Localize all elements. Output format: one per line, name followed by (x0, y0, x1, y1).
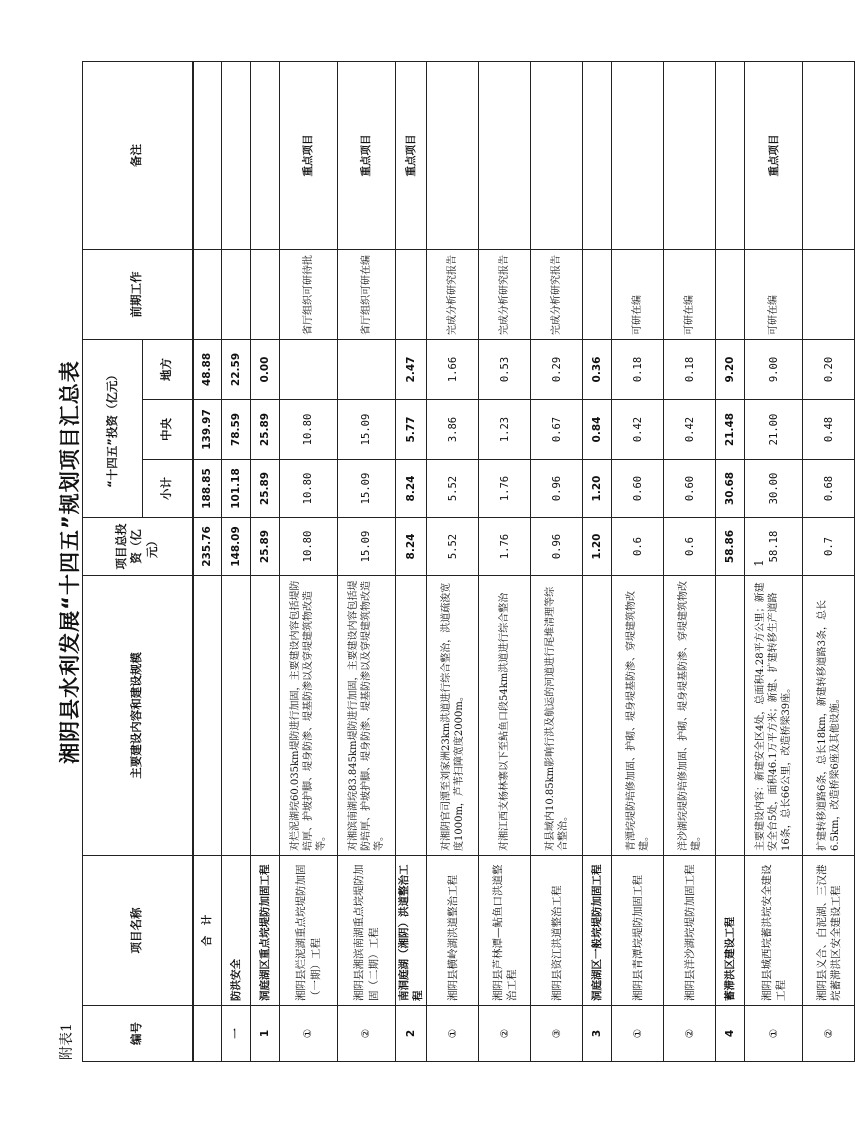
header-name: 项目名称 (83, 856, 193, 1006)
cell-preliminary-work: 完成分析研究报告 (531, 249, 583, 339)
cell-local-investment: 9.20 (716, 339, 745, 399)
cell-construction-content: 对县域内10.85km影响行洪及航运的河道进行尾堆清理等综合整治。 (531, 576, 583, 856)
cell-total-investment: 235.76 (193, 518, 222, 576)
table-row (479, 61, 531, 1061)
cell-remark (427, 61, 479, 249)
cell-preliminary-work (583, 249, 612, 339)
cell-row-number: 一 (222, 1006, 251, 1062)
cell-row-number: ① (280, 1006, 338, 1062)
cell-remark: 重点项目 (338, 61, 396, 249)
cell-project-name: 湘阴县烂泥湖重点垸堤防加固（一期）工程 (280, 856, 338, 1006)
cell-construction-content (222, 576, 251, 856)
table-row (222, 61, 251, 1061)
cell-central-investment: 10.80 (280, 400, 338, 460)
cell-remark (222, 61, 251, 249)
cell-subtotal-investment: 188.85 (193, 460, 222, 518)
cell-construction-content: 对烂泥湖垸60.035km堤防进行加固，主要建设内容包括堤防培厚、护坡护脚、堤身防渗、堤基防渗以及穿堤建筑物改造等。 (280, 576, 338, 856)
cell-preliminary-work (251, 249, 280, 339)
cell-construction-content (193, 576, 222, 856)
cell-preliminary-work (803, 249, 855, 339)
cell-subtotal-investment: 25.89 (251, 460, 280, 518)
cell-preliminary-work (716, 249, 745, 339)
cell-preliminary-work: 完成分析研究报告 (427, 249, 479, 339)
cell-subtotal-investment: 0.60 (664, 460, 716, 518)
table-row (193, 61, 222, 1061)
cell-central-investment: 21.48 (716, 400, 745, 460)
cell-row-number: ② (803, 1006, 855, 1062)
cell-row-number: ② (479, 1006, 531, 1062)
cell-central-investment: 1.23 (479, 400, 531, 460)
cell-remark (716, 61, 745, 249)
header-central: 中央 (143, 400, 193, 460)
table-row (612, 61, 664, 1061)
cell-central-investment: 21.00 (745, 400, 803, 460)
table-row (280, 61, 338, 1061)
cell-project-name: 防洪安全 (222, 856, 251, 1006)
cell-total-investment: 0.6 (612, 518, 664, 576)
cell-subtotal-investment: 1.20 (583, 460, 612, 518)
cell-local-investment: 0.20 (803, 339, 855, 399)
cell-total-investment: 25.89 (251, 518, 280, 576)
cell-preliminary-work: 省厅组织可研待批 (280, 249, 338, 339)
cell-row-number: 1 (251, 1006, 280, 1062)
table-row (664, 61, 716, 1061)
cell-project-name: 洞庭湖区重点垸堤防加固工程 (251, 856, 280, 1006)
cell-total-investment: 0.96 (531, 518, 583, 576)
cell-local-investment: 22.59 (222, 339, 251, 399)
cell-local-investment: 48.88 (193, 339, 222, 399)
header-prep: 前期工作 (83, 249, 193, 339)
table-row (251, 61, 280, 1061)
header-no: 编号 (83, 1006, 193, 1062)
cell-row-number: ① (745, 1006, 803, 1062)
cell-central-investment: 0.42 (612, 400, 664, 460)
cell-construction-content: 对湘江西支杨林寨以下至鲇鱼口段54km洪道进行综合整治 (479, 576, 531, 856)
page-title: 湘阴县水利发展“十四五”规划项目汇总表 (58, 360, 82, 764)
cell-subtotal-investment: 5.52 (427, 460, 479, 518)
cell-project-name: 合 计 (193, 856, 222, 1006)
cell-row-number: 3 (583, 1006, 612, 1062)
cell-construction-content (716, 576, 745, 856)
cell-construction-content: 洋沙湖垸堤防培修加固、护砌、堤身堤基防渗、穿堤建筑物改建。 (664, 576, 716, 856)
cell-row-number: ① (612, 1006, 664, 1062)
cell-row-number: 2 (396, 1006, 427, 1062)
cell-preliminary-work: 可研在编 (612, 249, 664, 339)
cell-project-name: 湘阴县湘滨南湖重点垸堤防加固（二期）工程 (338, 856, 396, 1006)
cell-total-investment: 58.86 (716, 518, 745, 576)
cell-local-investment: 0.18 (664, 339, 716, 399)
cell-subtotal-investment: 0.60 (612, 460, 664, 518)
cell-remark: 重点项目 (745, 61, 803, 249)
cell-total-investment: 15.09 (338, 518, 396, 576)
cell-project-name: 湘阴县芦林潭—鲇鱼口洪道整治工程 (479, 856, 531, 1006)
cell-local-investment: 0.53 (479, 339, 531, 399)
header-remark: 备注 (83, 61, 193, 249)
rotated-page (58, 62, 842, 1062)
cell-preliminary-work (193, 249, 222, 339)
cell-local-investment (280, 339, 338, 399)
cell-project-name: 蓄滞洪区建设工程 (716, 856, 745, 1006)
cell-construction-content (251, 576, 280, 856)
cell-local-investment: 0.18 (612, 339, 664, 399)
cell-local-investment: 0.29 (531, 339, 583, 399)
cell-local-investment (338, 339, 396, 399)
header-total: 项目总投资（亿元） (83, 518, 193, 576)
cell-preliminary-work: 可研在编 (745, 249, 803, 339)
cell-subtotal-investment: 10.80 (280, 460, 338, 518)
cell-remark (479, 61, 531, 249)
cell-total-investment: 0.7 (803, 518, 855, 576)
table-row (716, 61, 745, 1061)
cell-central-investment: 0.48 (803, 400, 855, 460)
cell-central-investment: 0.42 (664, 400, 716, 460)
cell-row-number: ② (338, 1006, 396, 1062)
cell-remark (251, 61, 280, 249)
table-row (531, 61, 583, 1061)
table-row (396, 61, 427, 1061)
cell-total-investment: 148.09 (222, 518, 251, 576)
annex-label: 附表1 (59, 1023, 75, 1060)
cell-subtotal-investment: 0.68 (803, 460, 855, 518)
cell-total-investment: 58.18 (745, 518, 803, 576)
cell-local-investment: 1.66 (427, 339, 479, 399)
cell-row-number: ① (427, 1006, 479, 1062)
cell-construction-content: 对湘阴官司潭至刘家洲23km洪道进行综合整治，洪道疏浚宽度1000m，芦苇扫障宽度2000m。 (427, 576, 479, 856)
cell-total-investment: 8.24 (396, 518, 427, 576)
cell-subtotal-investment: 30.00 (745, 460, 803, 518)
cell-subtotal-investment: 1.76 (479, 460, 531, 518)
cell-total-investment: 1.76 (479, 518, 531, 576)
cell-remark: 重点项目 (280, 61, 338, 249)
cell-subtotal-investment: 101.18 (222, 460, 251, 518)
cell-project-name: 湘阴县城西垸蓄洪垸安全建设工程 (745, 856, 803, 1006)
cell-row-number: ② (664, 1006, 716, 1062)
cell-preliminary-work: 省厅组织可研在编 (338, 249, 396, 339)
cell-project-name: 湘阴县青潭垸堤防加固工程 (612, 856, 664, 1006)
cell-subtotal-investment: 8.24 (396, 460, 427, 518)
cell-total-investment: 5.52 (427, 518, 479, 576)
cell-project-name: 湘阴县资江洪道整治工程 (531, 856, 583, 1006)
cell-row-number: 4 (716, 1006, 745, 1062)
cell-total-investment: 0.6 (664, 518, 716, 576)
cell-construction-content: 主要建设内容：新建安全区4处，总面积4.28平方公里；新建安全台5处，面积46.1万平方米；新建、扩建转移生产道路16条，总长66公里，改造桥梁39座。 (745, 576, 803, 856)
cell-central-investment: 0.67 (531, 400, 583, 460)
cell-preliminary-work: 完成分析研究报告 (479, 249, 531, 339)
cell-construction-content (396, 576, 427, 856)
cell-remark (612, 61, 664, 249)
header-investment-group: “十四五”投资（亿元） (83, 339, 143, 517)
table-row (803, 61, 855, 1061)
cell-subtotal-investment: 0.96 (531, 460, 583, 518)
cell-remark: 重点项目 (396, 61, 427, 249)
cell-remark (531, 61, 583, 249)
table-row (338, 61, 396, 1061)
table-row (583, 61, 612, 1061)
cell-construction-content: 对湘滨南湖垸83.845km堤防进行加固，主要建设内容包括堤防培厚、护坡护脚、堤身防渗、堤基防渗以及穿堤建筑物改造等。 (338, 576, 396, 856)
cell-project-name: 湘阴县洋沙湖垸堤防加固工程 (664, 856, 716, 1006)
cell-construction-content (583, 576, 612, 856)
cell-central-investment: 3.86 (427, 400, 479, 460)
cell-total-investment: 1.20 (583, 518, 612, 576)
header-local: 地方 (143, 339, 193, 399)
cell-project-name: 洞庭湖区一般垸堤防加固工程 (583, 856, 612, 1006)
cell-central-investment: 15.09 (338, 400, 396, 460)
cell-construction-content: 扩建转移道路6条，总长18km，新建转移道路3条，总长6.5km，改造桥梁6座及其他设施。 (803, 576, 855, 856)
cell-central-investment: 78.59 (222, 400, 251, 460)
cell-central-investment: 5.77 (396, 400, 427, 460)
cell-preliminary-work: 可研在编 (664, 249, 716, 339)
cell-local-investment: 0.36 (583, 339, 612, 399)
cell-local-investment: 0.00 (251, 339, 280, 399)
cell-remark (193, 61, 222, 249)
page-number: 1 (751, 559, 766, 567)
cell-row-number (193, 1006, 222, 1062)
cell-total-investment: 10.80 (280, 518, 338, 576)
cell-project-name: 湘阴县义合、白泥湖、三汉港垸蓄滞洪区安全建设工程 (803, 856, 855, 1006)
cell-remark (803, 61, 855, 249)
cell-preliminary-work (396, 249, 427, 339)
cell-local-investment: 9.00 (745, 339, 803, 399)
cell-construction-content: 青潭垸堤防培修加固、护砌、堤身堤基防渗、穿堤建筑物改建。 (612, 576, 664, 856)
cell-local-investment: 2.47 (396, 339, 427, 399)
cell-central-investment: 0.84 (583, 400, 612, 460)
cell-project-name: 湘阴县横岭湖洪道整治工程 (427, 856, 479, 1006)
header-content: 主要建设内容和建设规模 (83, 576, 193, 856)
cell-subtotal-investment: 30.68 (716, 460, 745, 518)
table-row (427, 61, 479, 1061)
header-subtotal: 小计 (143, 460, 193, 518)
project-summary-table (82, 61, 855, 1062)
cell-remark (664, 61, 716, 249)
cell-subtotal-investment: 15.09 (338, 460, 396, 518)
cell-remark (583, 61, 612, 249)
cell-central-investment: 139.97 (193, 400, 222, 460)
cell-project-name: 南洞庭湖（湘阴）洪道整治工程 (396, 856, 427, 1006)
cell-central-investment: 25.89 (251, 400, 280, 460)
cell-row-number: ③ (531, 1006, 583, 1062)
cell-preliminary-work (222, 249, 251, 339)
